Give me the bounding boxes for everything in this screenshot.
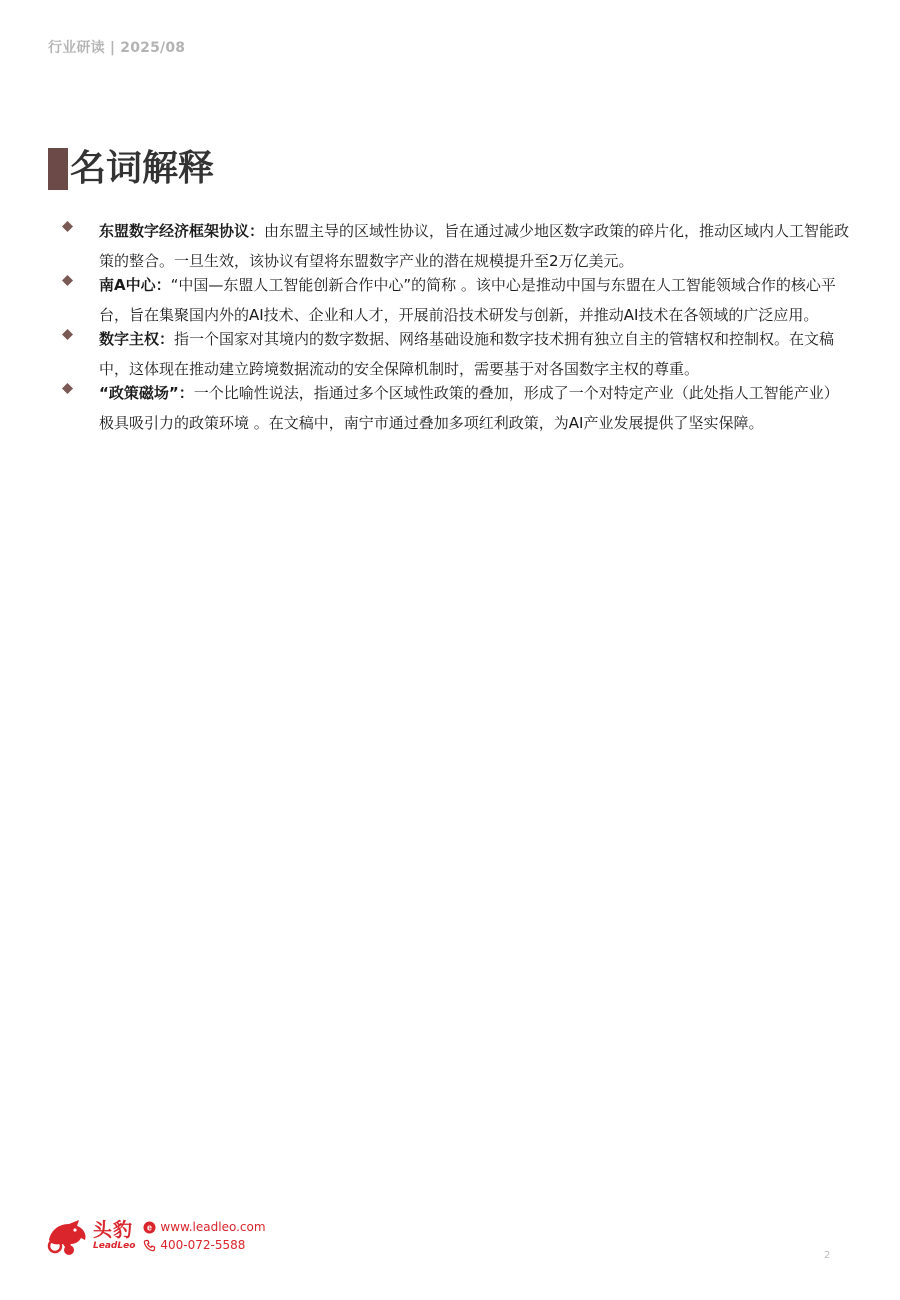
- term-label: 南A中心：: [99, 276, 171, 294]
- leopard-logo-icon: [45, 1216, 89, 1256]
- terms-list: [62, 222, 852, 438]
- diamond-bullet-icon: [62, 221, 73, 232]
- page-title-block: [48, 146, 214, 192]
- logo-wordmark: [93, 1220, 135, 1252]
- term-label: 东盟数字经济框架协议：: [99, 222, 265, 240]
- list-item: [62, 324, 852, 384]
- term-body: 一个比喻性说法，指通过多个区域性政策的叠加，形成了一个对特定产业（此处指人工智能产业）极具吸引力的政策环境 。在文稿中，南宁市通过叠加多项红利政策，为AI产业发展提供了坚实保障。: [99, 384, 839, 432]
- web-e-icon: [143, 1221, 156, 1234]
- svg-text:e: e: [147, 1222, 153, 1233]
- contact-info: [143, 1218, 265, 1254]
- list-item: [62, 216, 852, 276]
- diamond-bullet-icon: [62, 383, 73, 394]
- phone-icon: [143, 1239, 156, 1252]
- term-label: 数字主权：: [99, 330, 175, 348]
- list-item: [62, 270, 852, 330]
- term-definition: [99, 324, 852, 384]
- logo-chinese-name: 头豹: [93, 1219, 134, 1241]
- page-title: 名词解释: [70, 148, 215, 189]
- phone-row: [143, 1236, 265, 1254]
- diamond-bullet-icon: [62, 275, 73, 286]
- term-definition: [99, 378, 852, 438]
- term-body: “中国—东盟人工智能创新合作中心”的简称 。该中心是推动中国与东盟在人工智能领域合作的核心平台，旨在集聚国内外的AI技术、企业和人才，开展前沿技术研发与创新，并推动AI技术在各领域的广泛应用。: [99, 276, 836, 324]
- diamond-bullet-icon: [62, 329, 73, 340]
- page-number: 2: [824, 1250, 831, 1261]
- website-row[interactable]: [143, 1218, 265, 1236]
- term-label: “政策磁场”：: [99, 384, 194, 402]
- phone-number: 400-072-5588: [160, 1238, 246, 1252]
- term-body: 由东盟主导的区域性协议，旨在通过减少地区数字政策的碎片化，推动区域内人工智能政策的整合。一旦生效，该协议有望将东盟数字产业的潜在规模提升至2万亿美元。: [99, 222, 850, 270]
- footer-brand: [45, 1216, 266, 1256]
- logo-english-name: LeadLeo: [93, 1241, 136, 1251]
- term-body: 指一个国家对其境内的数字数据、网络基础设施和数字技术拥有独立自主的管辖权和控制权。在文稿中，这体现在推动建立跨境数据流动的安全保障机制时，需要基于对各国数字主权的尊重。: [99, 330, 835, 378]
- term-definition: [99, 270, 852, 330]
- term-definition: [99, 216, 852, 276]
- list-item: [62, 378, 852, 438]
- website-link[interactable]: www.leadleo.com: [160, 1220, 266, 1234]
- title-accent-bar: [48, 148, 68, 190]
- report-header: 行业研读 | 2025/08: [48, 40, 186, 56]
